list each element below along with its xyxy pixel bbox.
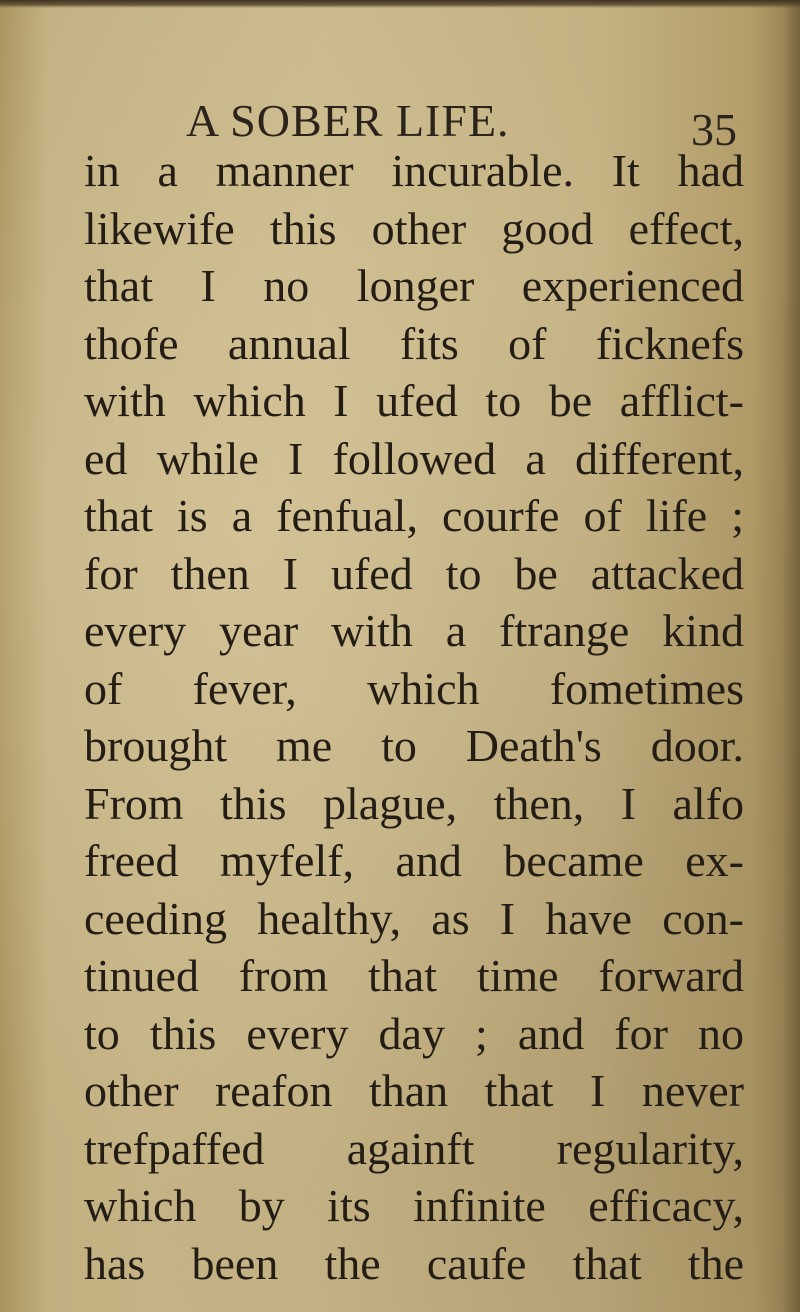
body-text	[84, 142, 744, 1292]
text-line: ed while I followed a different,	[84, 432, 744, 484]
text-line: freed myfelf, and became ex-	[84, 835, 744, 886]
text-line: every year with a ftrange kind	[84, 605, 744, 656]
text-line: ceeding healthy, as I have con-	[84, 892, 744, 944]
text-line: other reafon than that I never	[84, 1065, 744, 1116]
text-line: to this every day ; and for no	[84, 1007, 744, 1059]
text-line: thofe annual fits of ficknefs	[84, 317, 744, 369]
text-line: has been the caufe that the	[84, 1237, 744, 1289]
running-head: A SOBER LIFE.	[186, 95, 510, 146]
text-line: tinued from that time forward	[84, 950, 744, 1001]
text-line: From this plague, then, I alfo	[84, 777, 744, 829]
top-edge-shadow	[0, 0, 800, 8]
text-line: with which I ufed to be afflict-	[84, 375, 744, 426]
right-edge-shadow	[782, 0, 800, 1312]
text-line: which by its infinite efficacy,	[84, 1180, 744, 1231]
text-line: that I no longer experienced	[84, 260, 744, 311]
text-line: in a manner incurable. It had	[84, 145, 744, 196]
text-line: likewife this other good effect,	[84, 202, 744, 254]
text-line: that is a fenfual, courfe of life ;	[84, 490, 744, 541]
text-line: trefpaffed againft regularity,	[84, 1122, 744, 1174]
page-number: 35	[691, 104, 737, 155]
text-line: for then I ufed to be attacked	[84, 547, 744, 599]
text-line: brought me to Death's door.	[84, 720, 744, 771]
text-line: of fever, which fometimes	[84, 662, 744, 714]
